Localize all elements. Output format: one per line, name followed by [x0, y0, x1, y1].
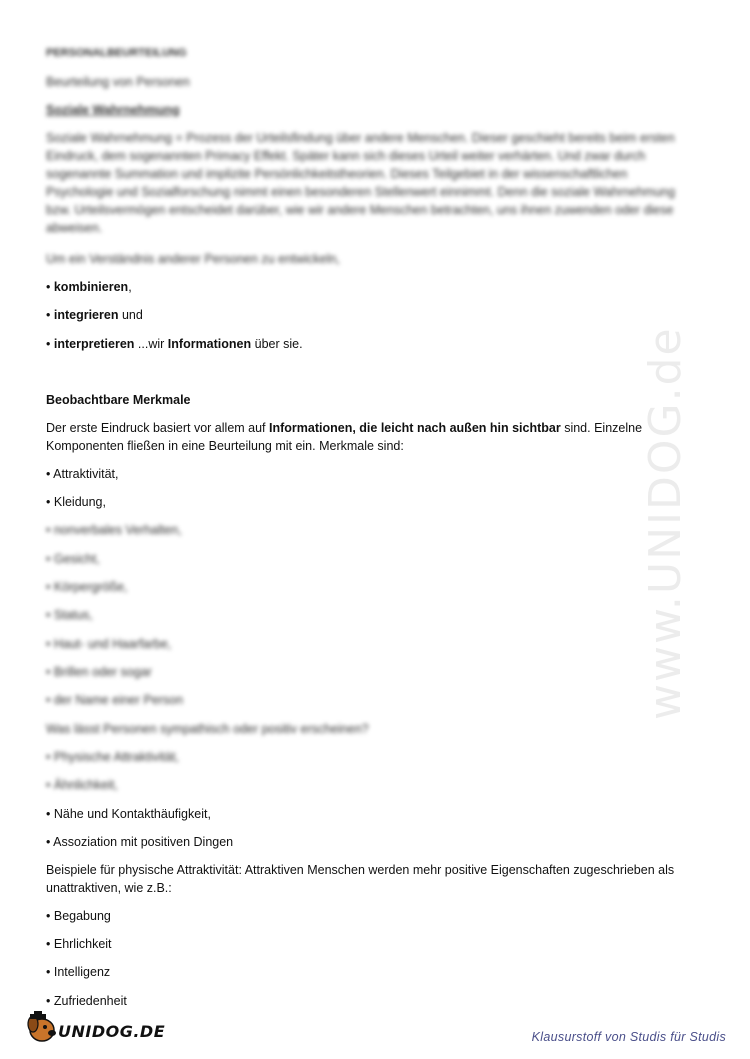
list-item: • Assoziation mit positiven Dingen: [46, 833, 233, 851]
intro-paragraph: Soziale Wahrnehmung = Prozess der Urteilsfindung über andere Menschen. Dieser geschieht bereits beim ersten Eindruck, dem sogenannten Primacy Effekt. Später kann sich dieses Urteil weiter verhärten. Und zwar durch sogenannte Summation und implizite Persönlichkeitstheorien. Dieses Teilgebiet in der wissenschaftlichen Psychologie und Sozialforschung nimmt einen besonderen Stellenwert einnimmt. Denn die soziale Wahrnehmung bzw. Urteilsvermögen entscheidet darüber, wie wir andere Menschen betrachten, uns ihnen zuwenden oder diese abweisen.: [46, 131, 676, 235]
intro-lead: Um ein Verständnis anderer Personen zu entwickeln,: [46, 252, 340, 266]
doc-title: PERSONALBEURTEILUNG: [46, 47, 187, 59]
section-heading-merkmale: Beobachtbare Merkmale: [46, 393, 191, 407]
list-item: • interpretieren ...wir Informationen über sie.: [46, 335, 303, 353]
list-item: • Intelligenz: [46, 963, 110, 981]
watermark: www.UNIDOG.de: [640, 326, 691, 720]
list-item: • integrieren und: [46, 306, 143, 324]
section-heading-soziale: Soziale Wahrnehmung: [46, 103, 180, 117]
doc-subtitle: Beurteilung von Personen: [46, 75, 190, 89]
examples-line: Beispiele für physische Attraktivität: Attraktiven Menschen werden mehr positive Eigenschaften zugeschrieben als: [46, 863, 675, 877]
list-item: • Ähnlichkeit,: [46, 776, 118, 794]
footer-tagline: Klausurstoff von Studis für Studis: [531, 1030, 726, 1044]
list-item: • Gesicht,: [46, 550, 100, 568]
list-item: • Körpergröße,: [46, 578, 128, 596]
list-item: • der Name einer Person: [46, 691, 183, 709]
examples-line: unattraktiven, wie z.B.:: [46, 881, 172, 895]
question-line: Was lässt Personen sympathisch oder positiv erscheinen?: [46, 722, 369, 736]
list-item: • Kleidung,: [46, 493, 106, 511]
section-text-line: Komponenten fließen in eine Beurteilung mit ein. Merkmale sind:: [46, 439, 404, 453]
section-text-line: Der erste Eindruck basiert vor allem auf Informationen, die leicht nach außen hin sichtbar sind. Einzelne: [46, 421, 643, 435]
list-item: • Begabung: [46, 907, 111, 925]
list-item: • nonverbales Verhalten,: [46, 521, 182, 539]
list-item: • Brillen oder sogar: [46, 663, 152, 681]
footer-logo-text: UNIDOG.DE: [58, 1022, 166, 1041]
list-item: • Zufriedenheit: [46, 992, 127, 1010]
list-item: • Haut- und Haarfarbe,: [46, 635, 171, 653]
list-item: • kombinieren,: [46, 278, 132, 296]
list-item: • Ehrlichkeit: [46, 935, 112, 953]
list-item: • Nähe und Kontakthäufigkeit,: [46, 805, 211, 823]
list-item: • Attraktivität,: [46, 465, 118, 483]
list-item: • Physische Attraktivität,: [46, 748, 179, 766]
list-item: • Status,: [46, 606, 93, 624]
